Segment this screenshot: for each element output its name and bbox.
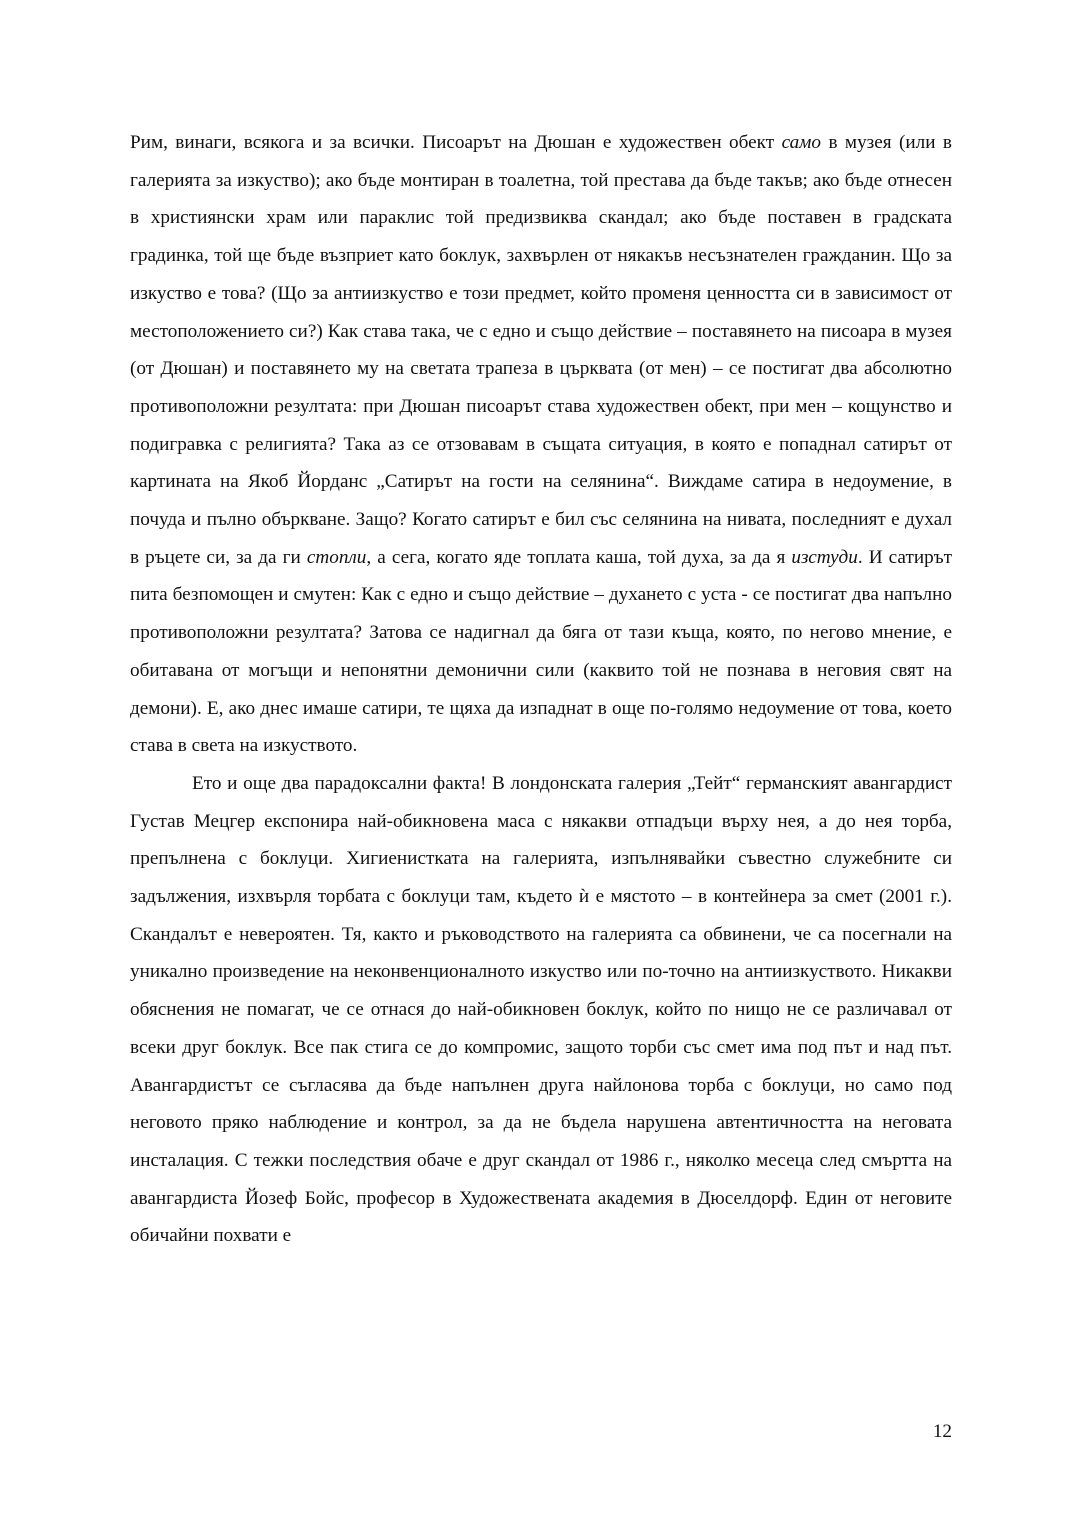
paragraph-1-text-c: , а сега, когато яде топлата каша, той духа, за да я <box>366 546 792 568</box>
paragraph-1-text-b: в музея (или в галерията за изкуство); ако бъде монтиран в тоалетна, той престава да бъде такъв; ако бъде отнесен в християнски храм или параклис той предизвиква скандал; ако бъде поставен в градската градинка, той ще бъде възприет като боклук, захвърлен от някакъв несъзнателен гражданин. Що за изкуство е това? (Що за антиизкуство е този предмет, който променя ценността си в зависимост от местоположението си?) Как става така, че с едно и също действие – поставянето на писоара в музея (от Дюшан) и поставянето му на светата трапеза в църквата (от мен) – се постигат два абсолютно противоположни резултата: при Дюшан писоарът става художествен обект, при мен – кощунство и подигравка с религията? Така аз се отзовавам в същата ситуация, в която е попаднал сатирът от картината на Якоб Йорданс „Сатирът на гости на селянина“. Виждаме сатира в недоумение, в почуда и пълно объркване. Защо? Когато сатирът е бил със селянина на нивата, последният е духал в ръцете си, за да ги <box>130 132 952 568</box>
document-body <box>130 124 952 1255</box>
emphasis-samo: само <box>781 132 822 153</box>
emphasis-stopli: стопли <box>306 546 367 568</box>
emphasis-izstudi: изстуди <box>791 546 858 568</box>
paragraph-2: Ето и още два парадоксални факта! В лондонската галерия „Тейт“ германският авангардист Густав Мецгер експонира най-обикновена маса с някакви отпадъци върху нея, а до нея торба, препълнена с боклуци. Хигиенистката на галерията, изпълнявайки съвестно служебните си задължения, изхвърля торбата с боклуци там, където ѝ е мястото – в контейнера за смет (2001 г.). Скандалът е невероятен. Тя, както и ръководството на галерията са обвинени, че са посегнали на уникално произведение на неконвенционалното изкуство или по-точно на антиизкуството. Никакви обяснения не помагат, че се отнася до най-обикновен боклук, който по нищо не се различавал от всеки друг боклук. Все пак стига се до компромис, защото торби със смет има под път и над път. Авангардистът се съгласява да бъде напълнен друга найлонова торба с боклуци, но само под неговото пряко наблюдение и контрол, за да не бъдела нарушена автентичността на неговата инсталация. С тежки последствия обаче е друг скандал от 1986 г., няколко месеца след смъртта на авангардиста Йозеф Бойс, професор в Художествената академия в Дюселдорф. Един от неговите обичайни похвати е <box>130 772 952 1247</box>
paragraph-1-text-a: Рим, винаги, всякога и за всички. Писоарът на Дюшан е художествен обект <box>130 132 782 153</box>
page-number: 12 <box>932 1421 952 1442</box>
paragraph-1 <box>130 124 952 765</box>
paragraph-1-text-d: . И сатирът пита безпомощен и смутен: Как с едно и също действие – духането с уста - се постигат два напълно противоположни резултата? Затова се надигнал да бяга от тази къща, която, по негово мнение, е обитавана от могъщи и непонятни демонични сили (каквито той не познава в неговия свят на демони). Е, ако днес имаше сатири, те щяха да изпаднат в още по-голямо недоумение от това, което става в света на изкуството. <box>130 546 953 757</box>
